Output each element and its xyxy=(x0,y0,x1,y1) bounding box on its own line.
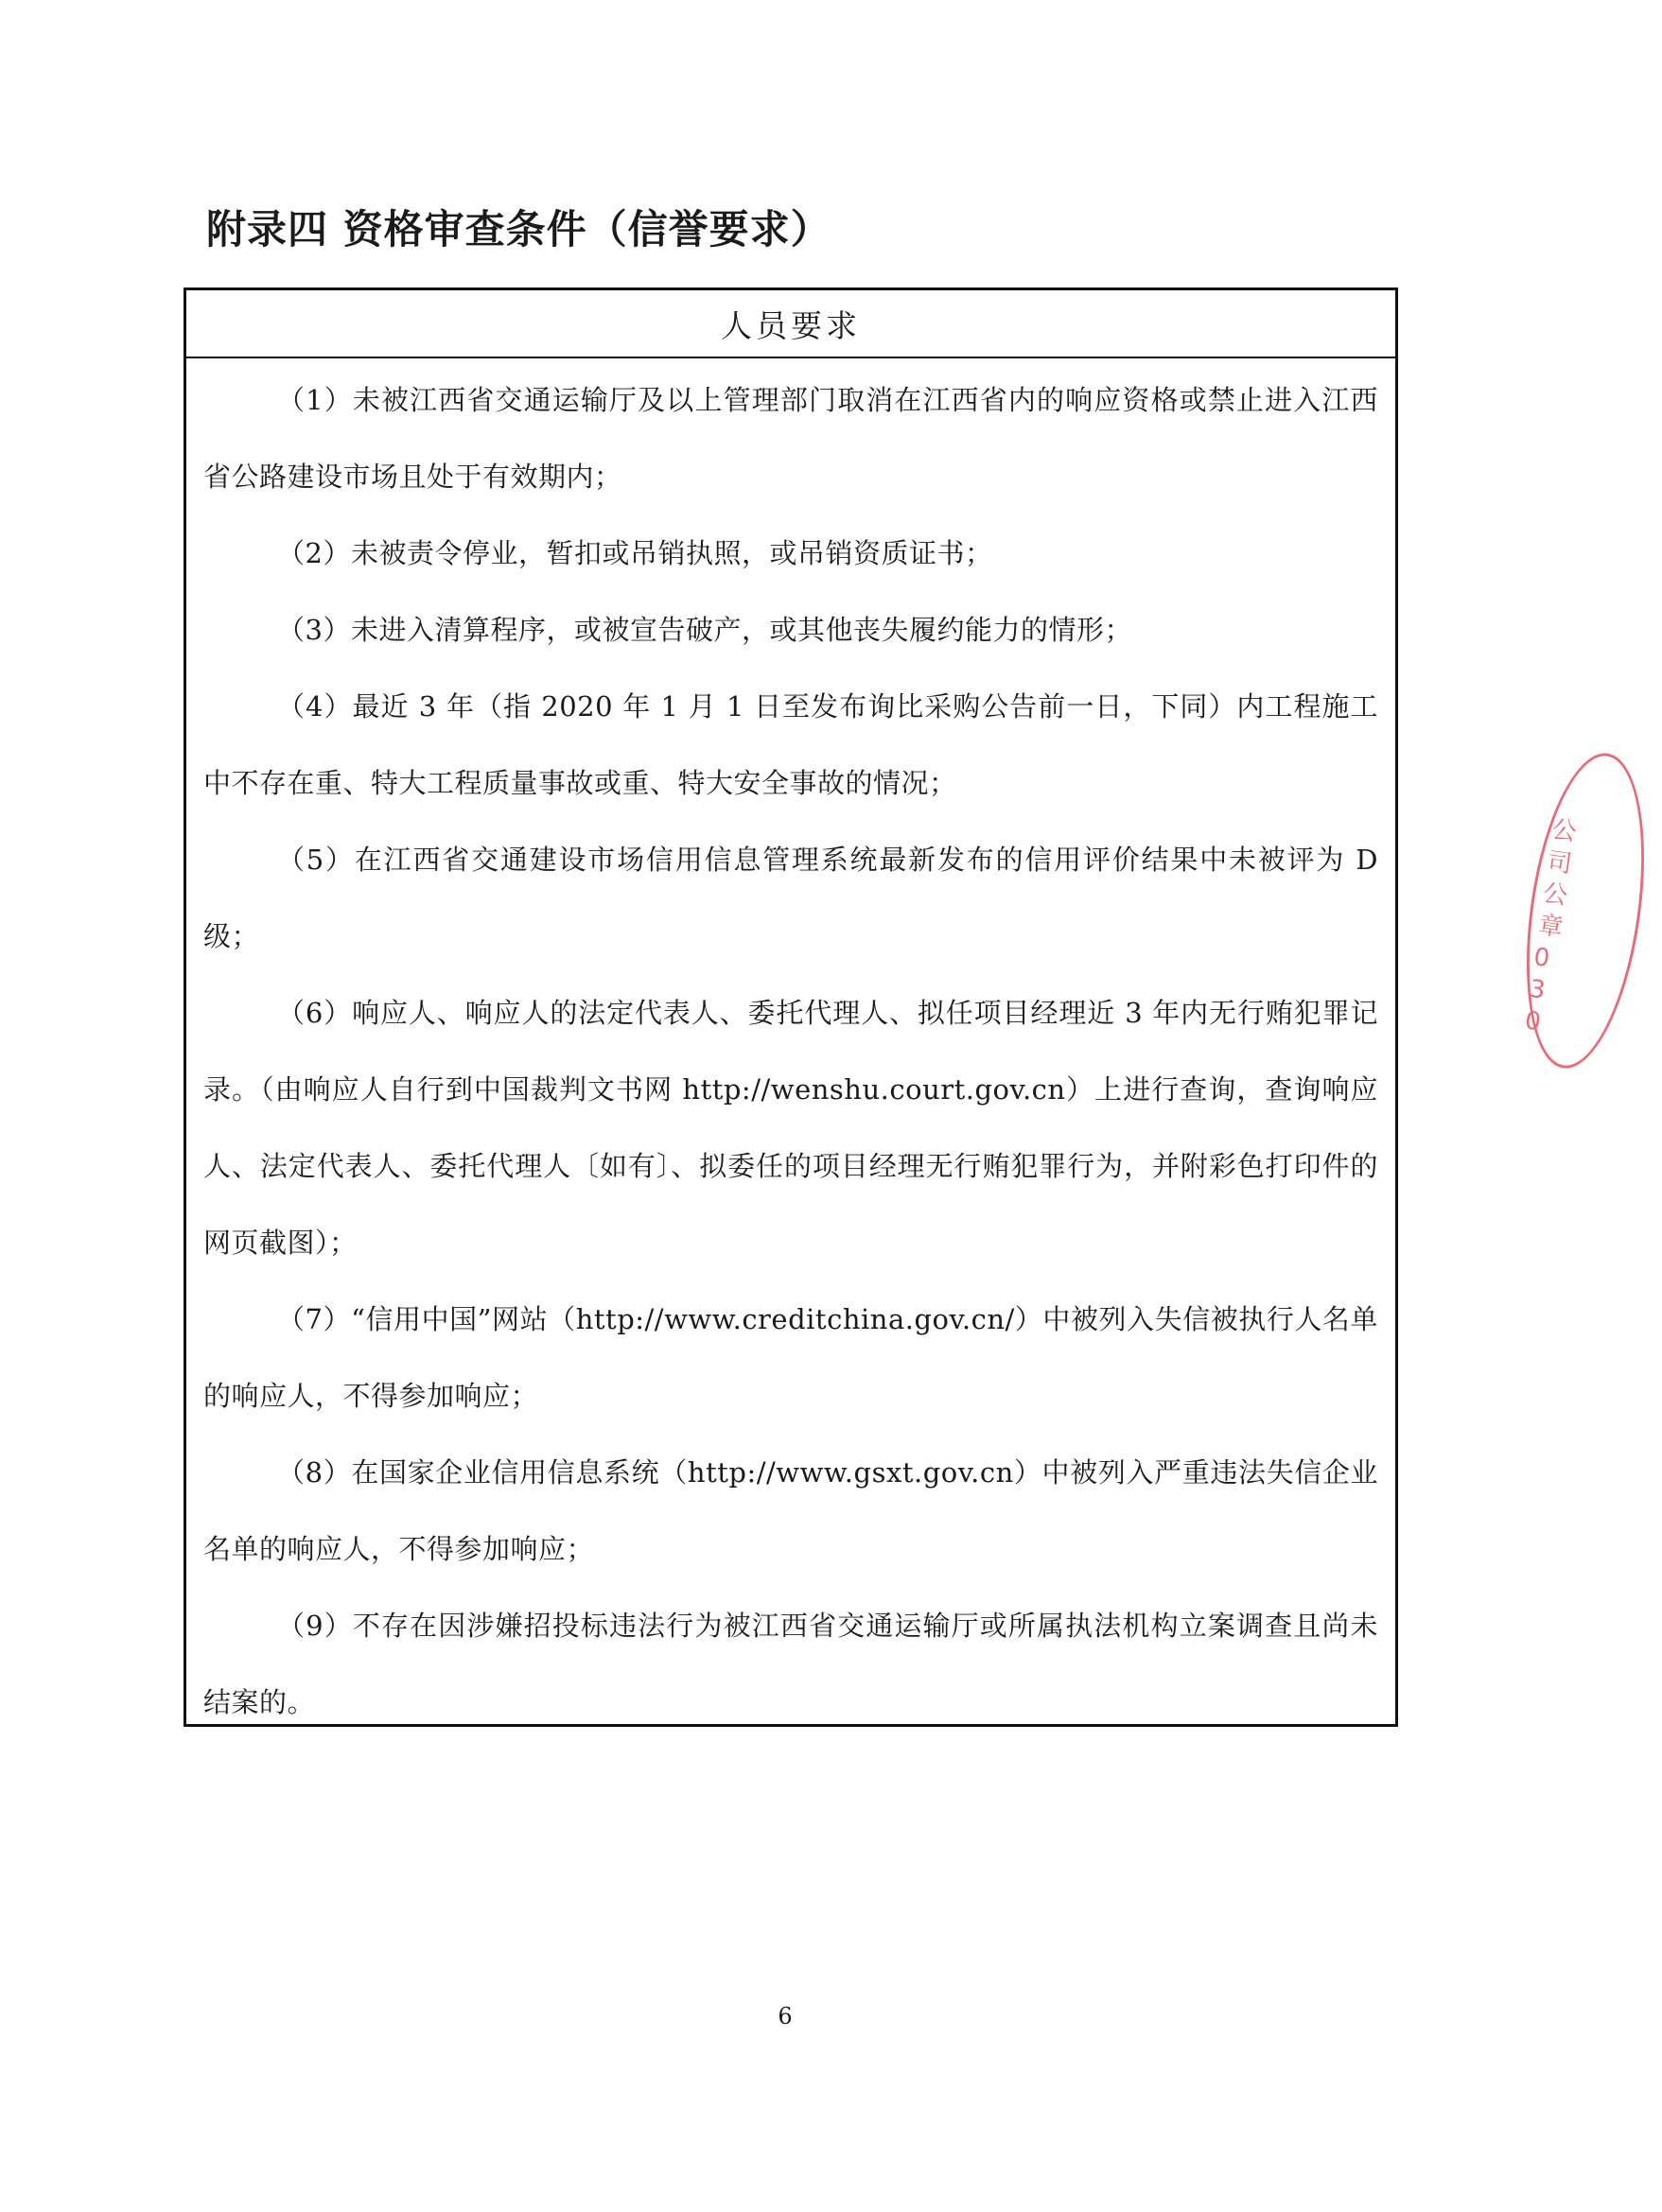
requirement-item: （2）未被责令停业，暂扣或吊销执照，或吊销资质证书； xyxy=(277,537,993,569)
stamp-text: 公司 公章 030 xyxy=(1523,815,1579,1037)
page-title: 附录四 资格审查条件（信誉要求） xyxy=(206,206,831,253)
page-number: 6 xyxy=(778,2003,793,2029)
requirements-table xyxy=(184,287,1398,1727)
table-header: 人员要求 xyxy=(186,290,1395,358)
requirement-item: （9）不存在因涉嫌招投标违法行为被江西省交通运输厅或所属执法机构立案调查且尚未结案的。 xyxy=(203,1610,1378,1718)
requirement-item: （8）在国家企业信用信息系统（http://www.gsxt.gov.cn）中被列入严重违法失信企业名单的响应人，不得参加响应； xyxy=(203,1456,1378,1565)
requirement-item: （7）“信用中国”网站（http://www.creditchina.gov.cn/）中被列入失信被执行人名单的响应人，不得参加响应； xyxy=(203,1303,1378,1412)
requirement-item: （1）未被江西省交通运输厅及以上管理部门取消在江西省内的响应资格或禁止进入江西省公路建设市场且处于有效期内； xyxy=(203,384,1378,493)
requirement-item: （6）响应人、响应人的法定代表人、委托代理人、拟任项目经理近 3 年内无行贿犯罪记录。（由响应人自行到中国裁判文书网 http://wenshu.court.gov.cn）上进行查询，查询响应人、法定代表人、委托代理人〔如有〕、拟委任的项目经理无行贿犯罪行为，并附彩色打印件的网页截图）； xyxy=(203,997,1378,1259)
table-body xyxy=(186,358,1395,1741)
requirement-item: （4）最近 3 年（指 2020 年 1 月 1 日至发布询比采购公告前一日，下同）内工程施工中不存在重、特大工程质量事故或重、特大安全事故的情况； xyxy=(203,690,1378,799)
requirement-item: （5）在江西省交通建设市场信用信息管理系统最新发布的信用评价结果中未被评为 D 级； xyxy=(203,844,1378,952)
requirement-item: （3）未进入清算程序，或被宣告破产，或其他丧失履约能力的情形； xyxy=(277,614,1132,646)
company-seal-stamp xyxy=(1509,746,1662,1076)
